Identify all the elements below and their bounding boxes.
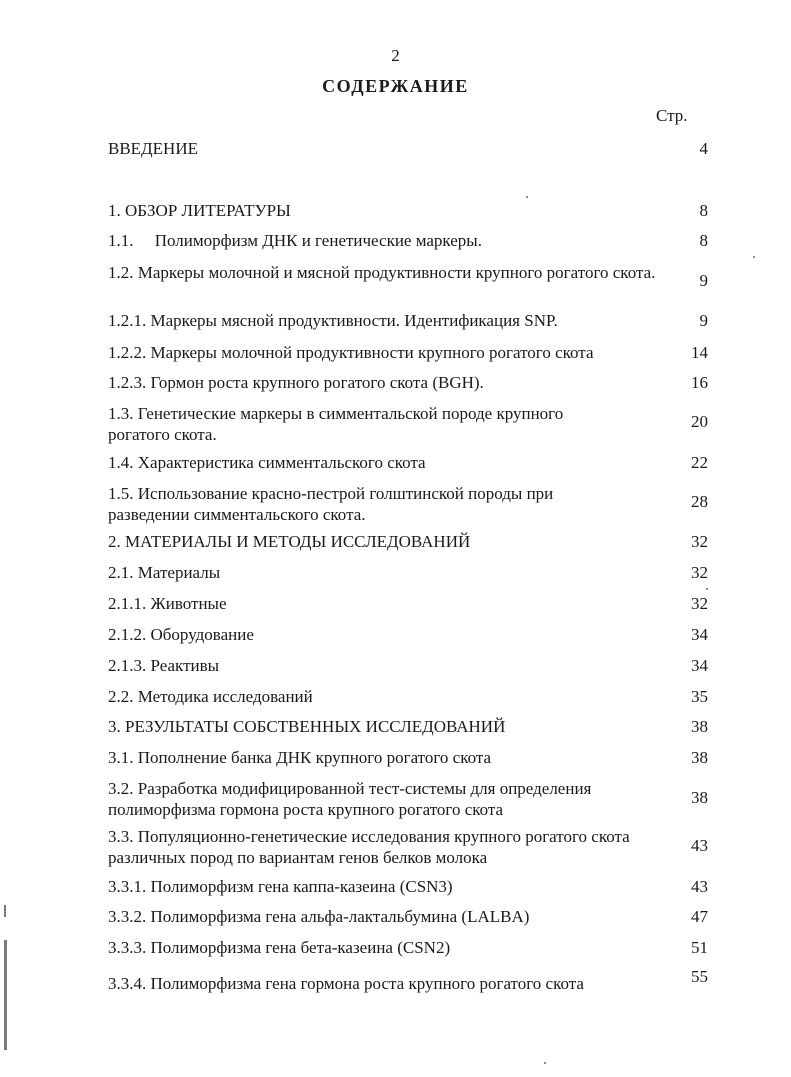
scan-speck xyxy=(526,196,528,198)
toc-entry-page: 38 xyxy=(691,748,708,767)
toc-entry-text: 3.3.3. Полиморфизма гена бета-казеина (CSN2) xyxy=(108,938,451,957)
toc-entry-text: 1.2.2. Маркеры молочной продуктивности крупного рогатого скота xyxy=(108,343,594,362)
toc-entry-text: 1. ОБЗОР ЛИТЕРАТУРЫ xyxy=(108,201,291,220)
scan-speck xyxy=(706,588,708,590)
toc-entry-page: 22 xyxy=(691,453,708,472)
toc-entry-page: 34 xyxy=(691,625,708,644)
toc-entry-text: 1.5. Использование красно-пестрой голштинской породы при разведении симментальского скота. xyxy=(108,484,554,524)
toc-entry-page: 38 xyxy=(691,717,708,736)
toc-entry-text: ВВЕДЕНИЕ xyxy=(108,139,198,158)
toc-entry-page: 32 xyxy=(691,532,708,551)
toc-entry-page: 8 xyxy=(699,231,708,250)
page-column-header: Стр. xyxy=(656,106,688,125)
toc-entry-page: 14 xyxy=(691,343,708,362)
toc-entry-text: 2.1.1. Животные xyxy=(108,594,227,613)
toc-entry-page: 28 xyxy=(691,492,708,511)
scan-artifact xyxy=(4,905,6,917)
toc-entry-page: 43 xyxy=(691,877,708,896)
toc-entry-text: 3.2. Разработка модифицированной тест-системы для определения полиморфизма гормона роста крупного рогатого скота xyxy=(108,779,592,819)
toc-entry-page: 47 xyxy=(691,907,708,926)
toc-entry-page: 4 xyxy=(699,139,708,158)
toc-entry-page: 8 xyxy=(699,201,708,220)
toc-entry-page: 32 xyxy=(691,594,708,613)
toc-entry-text: 2.1. Материалы xyxy=(108,563,221,582)
toc-title: СОДЕРЖАНИЕ xyxy=(322,76,469,96)
toc-entry-page: 34 xyxy=(691,656,708,675)
toc-entry-page: 20 xyxy=(691,412,708,431)
scan-speck xyxy=(753,256,755,258)
toc-entry-page: 38 xyxy=(691,788,708,807)
toc-entry-text: 2.2. Методика исследований xyxy=(108,687,313,706)
toc-entry-text: 1.4. Характеристика симментальского скота xyxy=(108,453,426,472)
toc-entry-text: 3.3.2. Полиморфизма гена альфа-лактальбумина (LALBA) xyxy=(108,907,530,926)
toc-entry-text: 1.2.1. Маркеры мясной продуктивности. Идентификация SNP. xyxy=(108,311,558,330)
toc-entry-text: 3. РЕЗУЛЬТАТЫ СОБСТВЕННЫХ ИССЛЕДОВАНИЙ xyxy=(108,717,506,736)
scan-artifact xyxy=(4,940,7,1050)
toc-entry-text: 1.2. Маркеры молочной и мясной продуктивности крупного рогатого скота. xyxy=(108,263,656,282)
page-number: 2 xyxy=(391,46,400,65)
toc-entry-text: 2.1.3. Реактивы xyxy=(108,656,220,675)
toc-entry-page: 32 xyxy=(691,563,708,582)
toc-entry-page: 51 xyxy=(691,938,708,957)
toc-entry-text: 1.2.3. Гормон роста крупного рогатого скота (BGH). xyxy=(108,373,484,392)
toc-entry-text: 1.3. Генетические маркеры в симментальской породе крупного рогатого скота. xyxy=(108,404,564,444)
toc-entry-page: 16 xyxy=(691,373,708,392)
toc-entry-page: 9 xyxy=(699,271,708,290)
toc-entry-text: 3.3.4. Полиморфизма гена гормона роста крупного рогатого скота xyxy=(108,974,584,993)
toc-entry-text: 3.3.1. Полиморфизм гена каппа-казеина (CSN3) xyxy=(108,877,453,896)
toc-entry-page: 9 xyxy=(699,311,708,330)
toc-entry-text: 2. МАТЕРИАЛЫ И МЕТОДЫ ИССЛЕДОВАНИЙ xyxy=(108,532,471,551)
toc-entry-page: 55 xyxy=(691,967,708,986)
toc-entry-page: 43 xyxy=(691,836,708,855)
toc-entry-page: 35 xyxy=(691,687,708,706)
scan-speck xyxy=(544,1062,546,1064)
toc-entry-text: 2.1.2. Оборудование xyxy=(108,625,254,644)
toc-entry-text: 3.3. Популяционно-генетические исследования крупного рогатого скота различных пород по вариантам генов белков молока xyxy=(108,827,630,867)
toc-entry-text: 1.1. Полиморфизм ДНК и генетические маркеры. xyxy=(108,231,482,250)
toc-entry-text: 3.1. Пополнение банка ДНК крупного рогатого скота xyxy=(108,748,492,767)
